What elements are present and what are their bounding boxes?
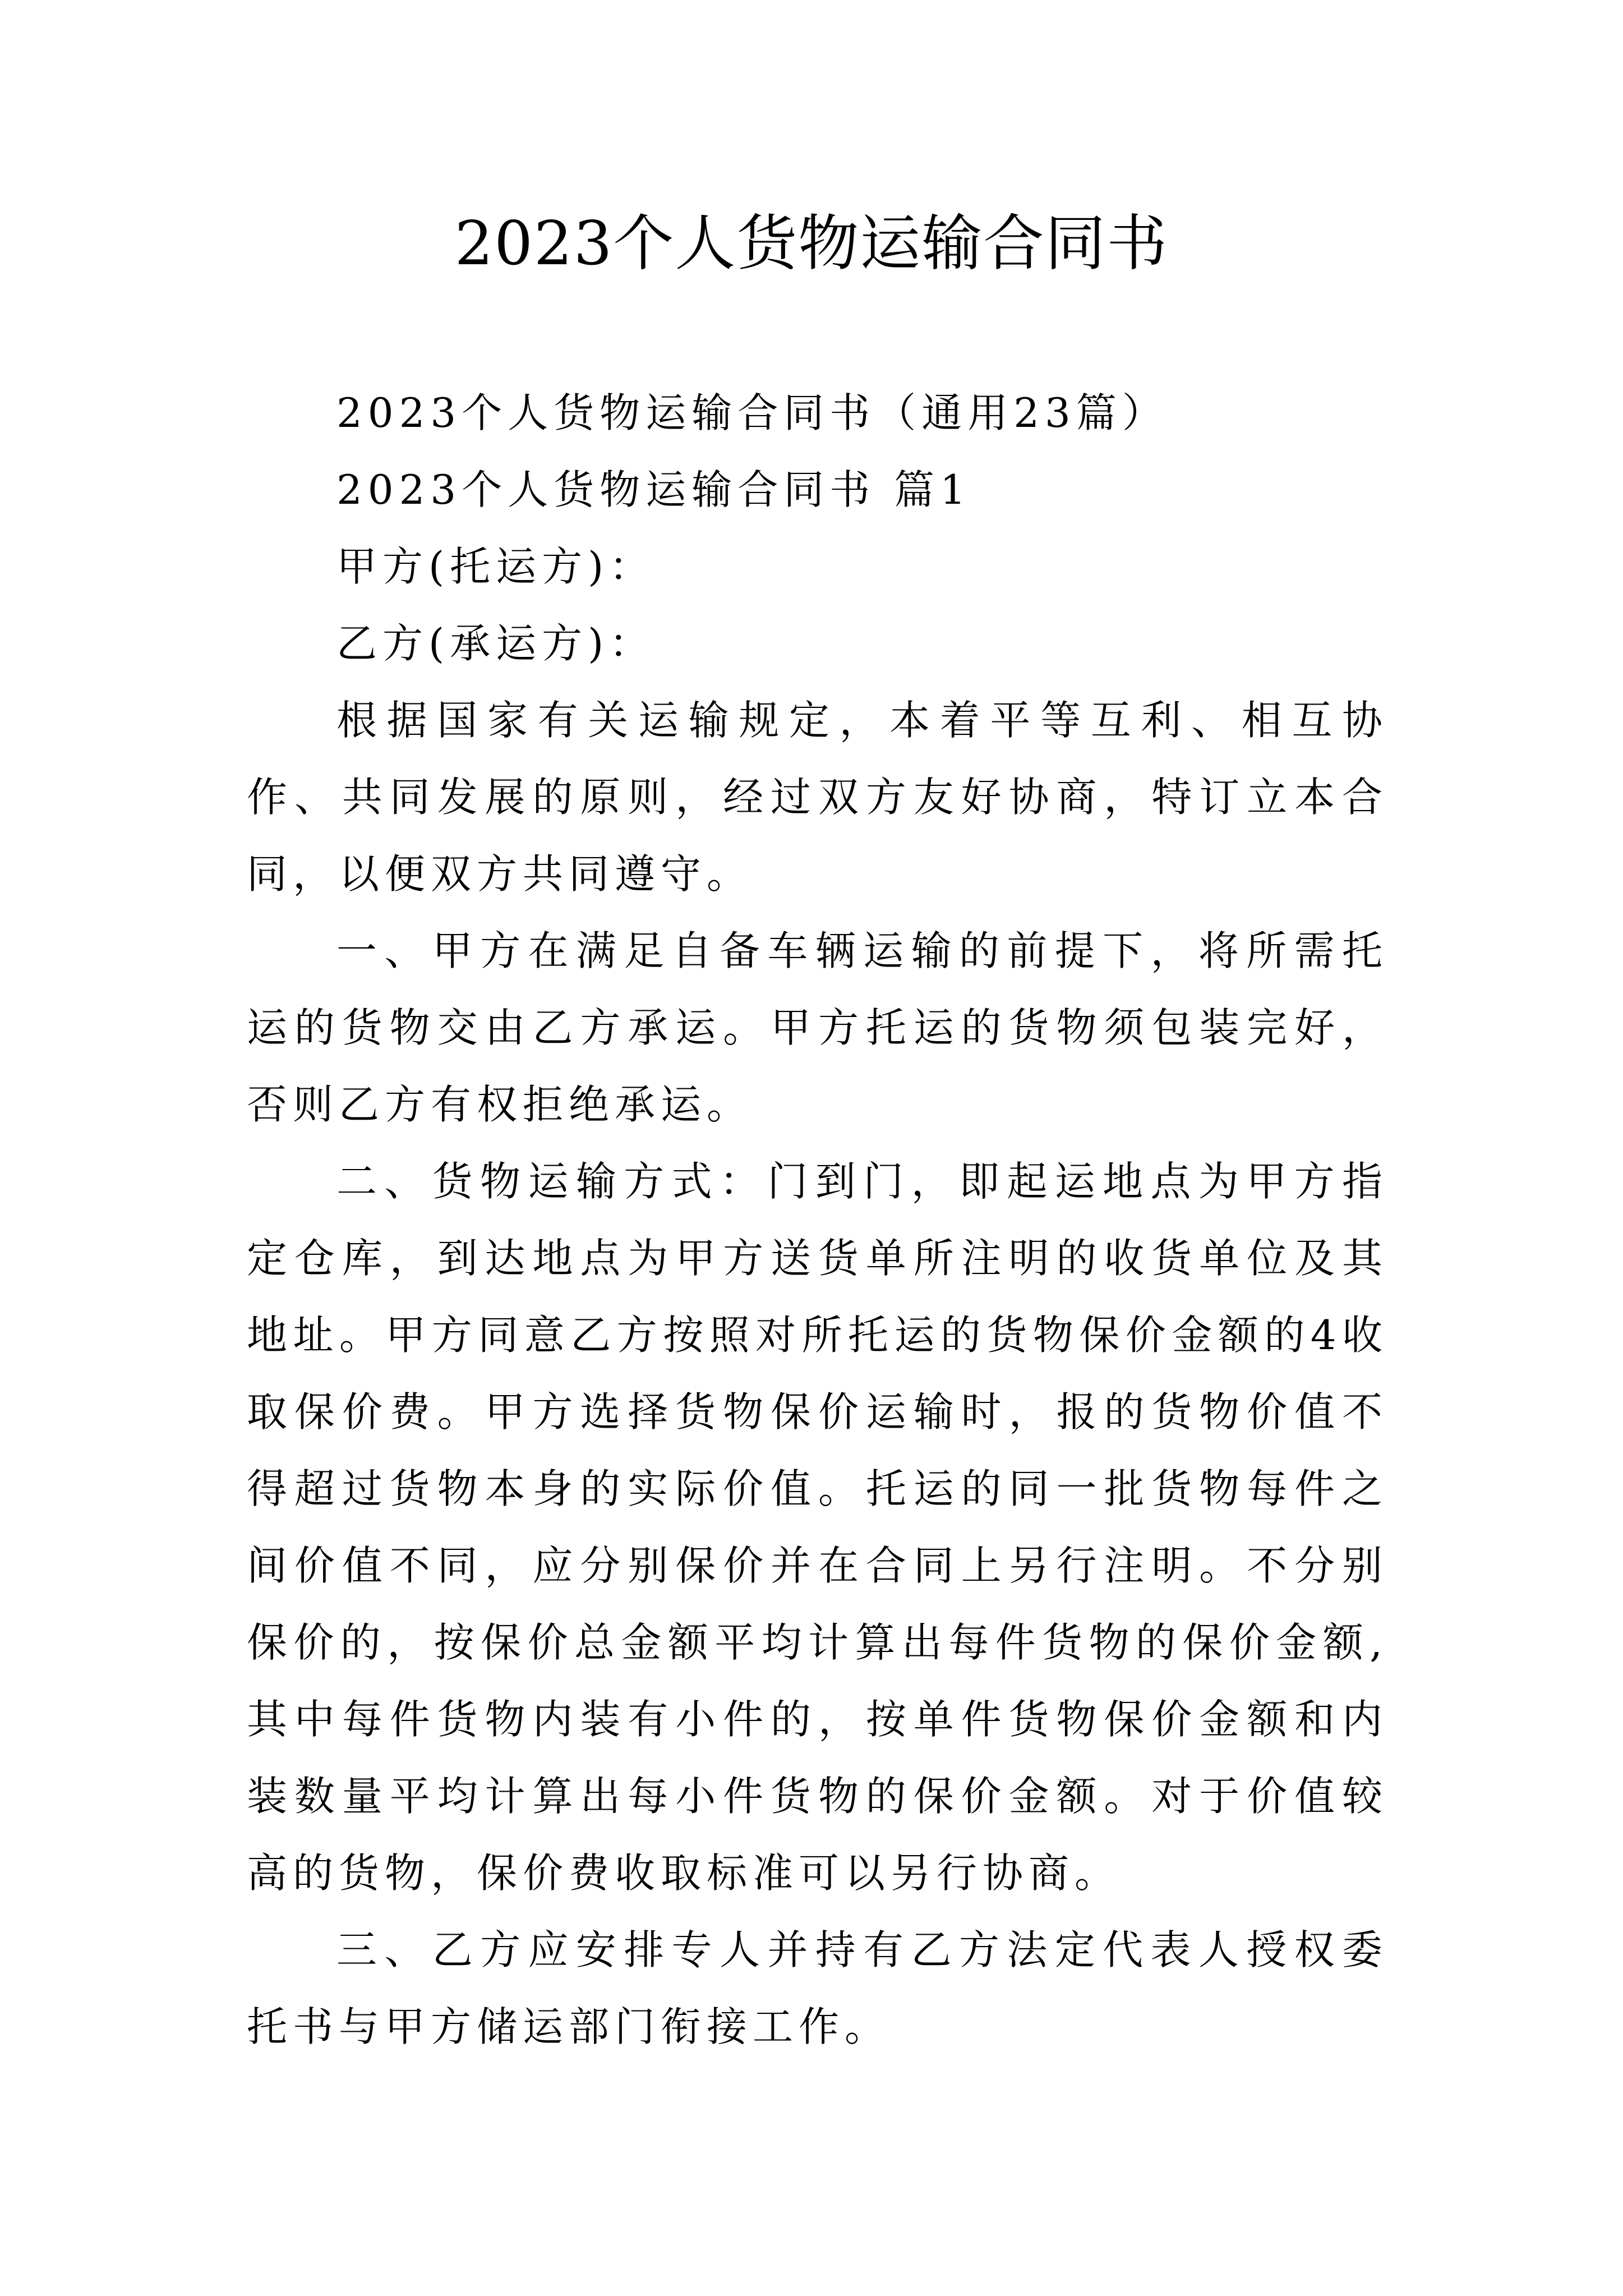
party-a-line: 甲方(托运方)： [336,543,656,590]
clause-1-paragraph: 一、甲方在满足自备车辆运输的前提下，将所需托运的货物交由乙方承运。甲方托运的货物须包装完好，否则乙方有权拒绝承运。 [247,927,1388,1128]
document-title: 2023个人货物运输合同书 [454,209,1169,279]
clause-3-paragraph: 三、乙方应安排专人并持有乙方法定代表人授权委托书与甲方储运部门衔接工作。 [247,1926,1388,2050]
party-b-line: 乙方(承运方)： [336,620,656,667]
subtitle-line: 2023个人货物运输合同书（通用23篇） [336,389,1168,436]
section-heading: 2023个人货物运输合同书 篇1 [336,466,971,513]
clause-2-paragraph: 二、货物运输方式：门到门，即起运地点为甲方指定仓库，到达地点为甲方送货单所注明的收货单位及其地址。甲方同意乙方按照对所托运的货物保价金额的4收取保价费。甲方选择货物保价运输时，报的货物价值不得超过货物本身的实际价值。托运的同一批货物每件之间价值不同，应分别保价并在合同上另行注明。不分别保价的，按保价总金额平均计算出每件货物的保价金额,其中每件货物内装有小件的，按单件货物保价金额和内装数量平均计算出每小件货物的保价金额。对于价值较高的货物，保价费收取标准可以另行协商。 [247,1158,1388,1897]
preamble-paragraph: 根据国家有关运输规定，本着平等互利、相互协作、共同发展的原则，经过双方友好协商，特订立本合同，以便双方共同遵守。 [247,697,1388,898]
document-body [247,375,1388,2065]
